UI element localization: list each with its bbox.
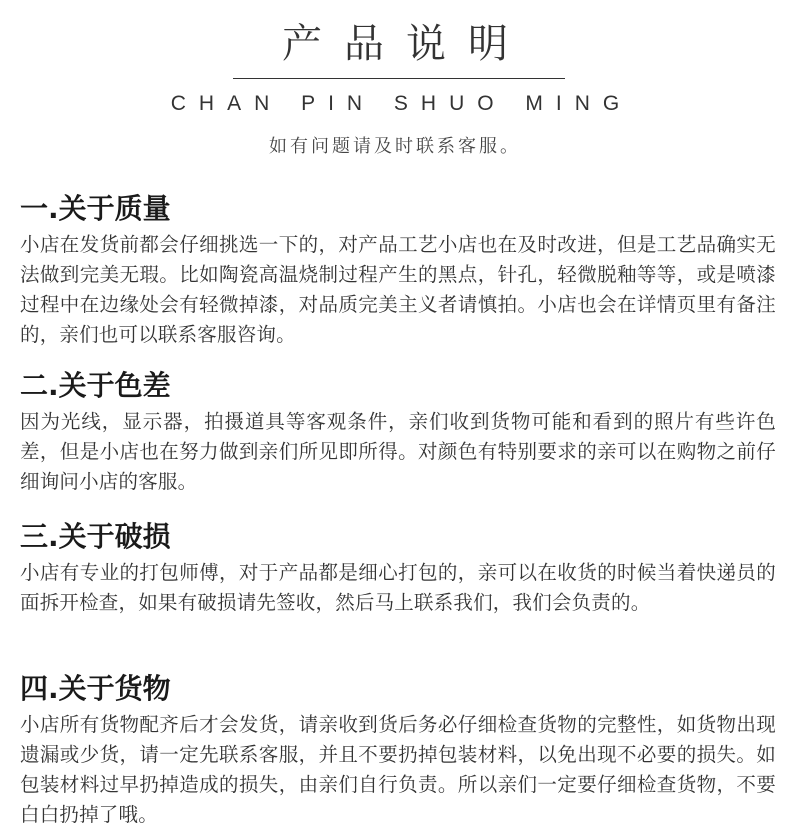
page-title-pinyin: CHAN PIN SHUO MING bbox=[170, 92, 633, 115]
section-heading: 一.关于质量 bbox=[20, 192, 171, 225]
section-quality bbox=[20, 192, 776, 350]
section-body: 小店所有货物配齐后才会发货，请亲收到货后务必仔细检查货物的完整性，如货物出现遗漏或少货，请一定先联系客服，并且不要扔掉包装材料，以免出现不必要的损失。如包装材料过早扔掉造成的损失，由亲们自行负责。所以亲们一定要仔细检查货物，不要白白扔掉了哦。 bbox=[20, 713, 776, 826]
section-goods bbox=[20, 672, 776, 830]
section-damage bbox=[20, 520, 776, 618]
section-body: 因为光线，显示器，拍摄道具等客观条件，亲们收到货物可能和看到的照片有些许色差，但是小店也在努力做到亲们所见即所得。对颜色有特别要求的亲可以在购物之前仔细询问小店的客服。 bbox=[20, 410, 776, 493]
contact-hint: 如有问题请及时联系客服。 bbox=[269, 136, 521, 157]
title-divider bbox=[233, 78, 565, 79]
section-color-difference bbox=[20, 369, 776, 497]
section-body: 小店在发货前都会仔细挑选一下的，对产品工艺小店也在及时改进，但是工艺品确实无法做到完美无瑕。比如陶瓷高温烧制过程产生的黑点，针孔，轻微脱釉等等，或是喷漆过程中在边缘处会有轻微掉漆，对品质完美主义者请慎拍。小店也会在详情页里有备注的，亲们也可以联系客服咨询。 bbox=[20, 233, 776, 346]
page-title: 产品说明 bbox=[282, 21, 530, 67]
section-heading: 三.关于破损 bbox=[20, 520, 171, 553]
section-heading: 二.关于色差 bbox=[20, 369, 171, 402]
section-heading: 四.关于货物 bbox=[20, 672, 171, 705]
section-body: 小店有专业的打包师傅，对于产品都是细心打包的，亲可以在收货的时候当着快递员的面拆开检查，如果有破损请先签收，然后马上联系我们，我们会负责的。 bbox=[20, 561, 776, 614]
